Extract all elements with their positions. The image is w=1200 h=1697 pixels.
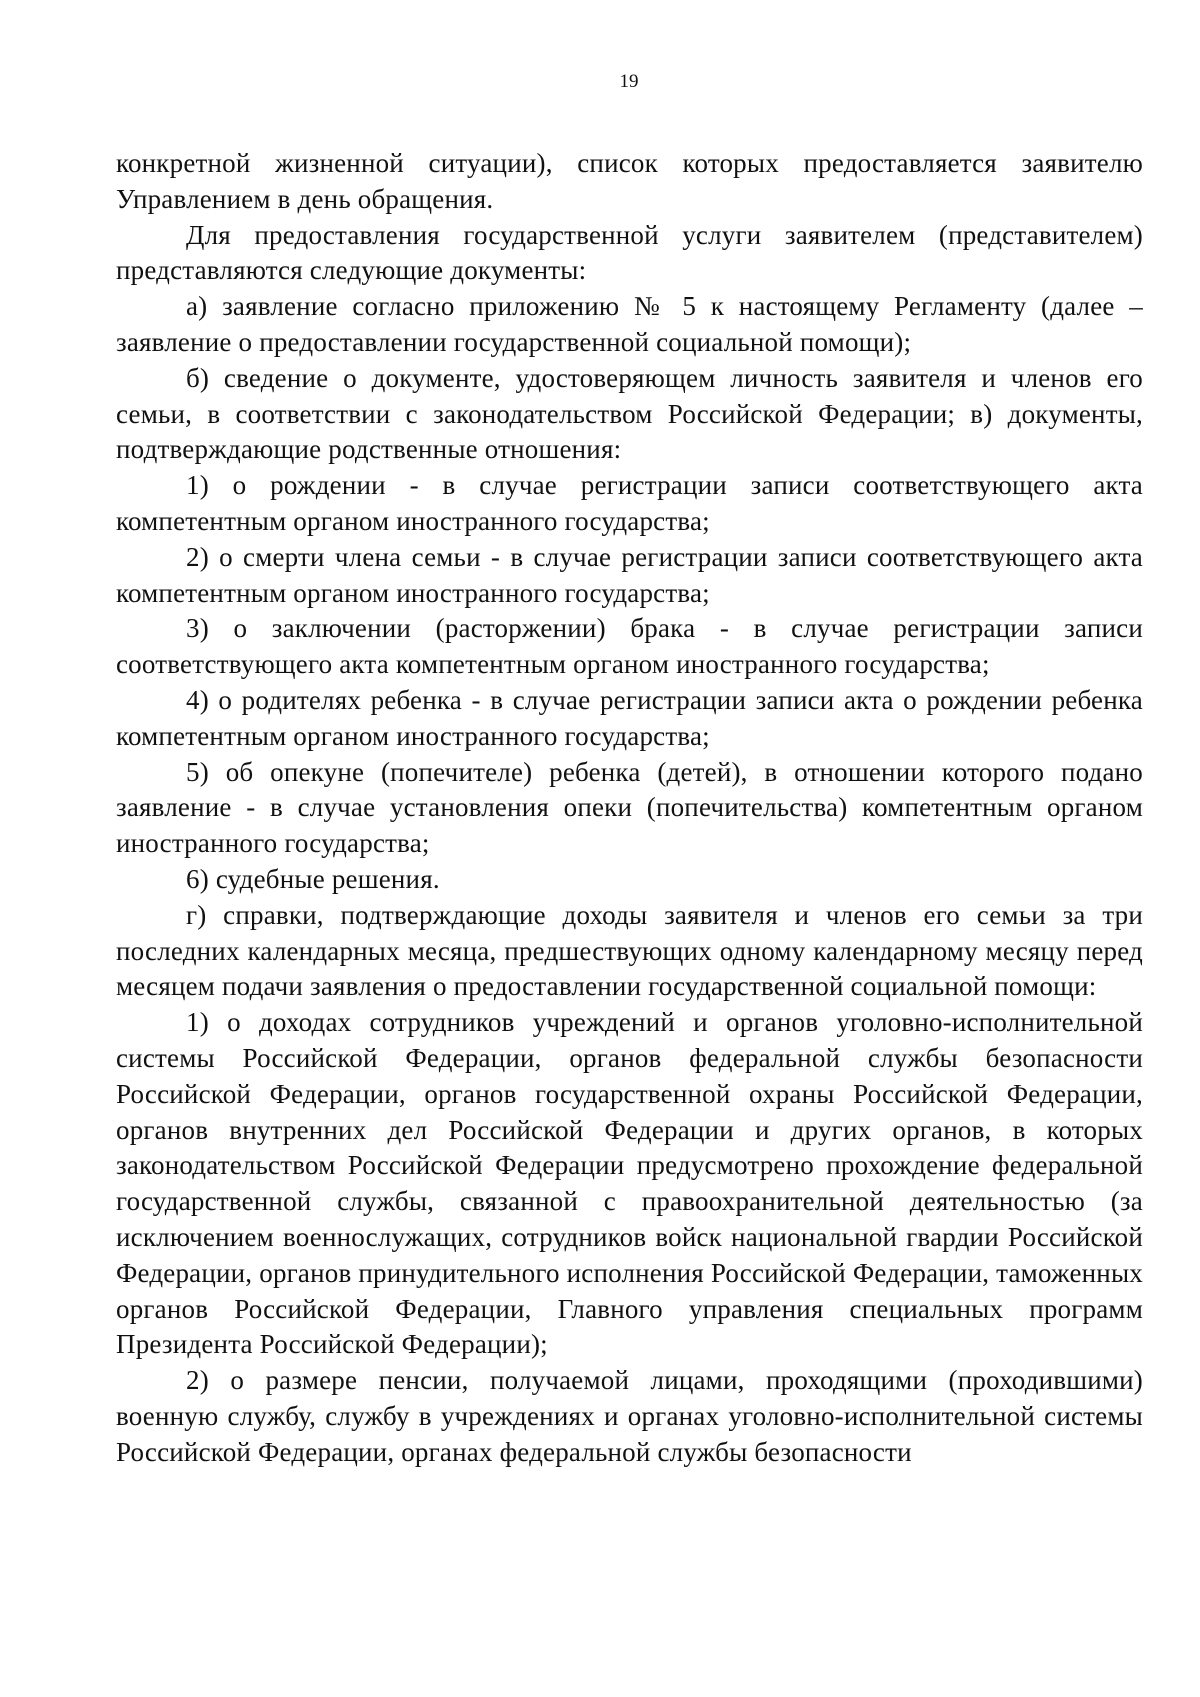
paragraph-subitem-1: 1) о рождении - в случае регистрации записи соответствующего акта компетентным органом иностранного государства; xyxy=(116,470,1143,536)
paragraph-item-b: б) сведение о документе, удостоверяющем личность заявителя и членов его семьи, в соответствии с законодательством Российской Федерации; в) документы, подтверждающие родственные отношения: xyxy=(116,362,1143,465)
paragraph-item-a: а) заявление согласно приложению № 5 к настоящему Регламенту (далее – заявление о предоставлении государственной социальной помощи); xyxy=(116,291,1143,357)
paragraph-item-g: г) справки, подтверждающие доходы заявителя и членов его семьи за три последних календарных месяца, предшествующих одному календарному месяцу перед месяцем подачи заявления о предоставлении государственной социальной помощи: xyxy=(116,899,1143,1002)
document-body xyxy=(116,146,1143,1470)
paragraph-subitem-6: 6) судебные решения. xyxy=(186,863,440,894)
paragraph-income-2: 2) о размере пенсии, получаемой лицами, проходящими (проходившими) военную службу, службу в учреждениях и органах уголовно-исполнительной системы Российской Федерации, органах федеральной службы безопасности xyxy=(116,1365,1143,1467)
paragraph-continuation: конкретной жизненной ситуации), список которых предоставляется заявителю Управлением в день обращения. xyxy=(116,148,1143,214)
page-number: 19 xyxy=(619,71,639,92)
paragraph-income-1: 1) о доходах сотрудников учреждений и органов уголовно-исполнительной системы Российской Федерации, органов федеральной службы безопасности Российской Федерации, органов государственной охраны Российской Федерации, органов внутренних дел Российской Федерации и других органов, в которых законодательством Российской Федерации предусмотрено прохождение федеральной государственной службы, связанной с правоохранительной деятельностью (за исключением военнослужащих, сотрудников войск национальной гвардии Российской Федерации, органов принудительного исполнения Российской Федерации, таможенных органов Российской Федерации, Главного управления специальных программ Президента Российской Федерации); xyxy=(116,1007,1143,1360)
paragraph-subitem-3: 3) о заключении (расторжении) брака - в случае регистрации записи соответствующего акта компетентным органом иностранного государства; xyxy=(116,613,1143,680)
paragraph-subitem-2: 2) о смерти члена семьи - в случае регистрации записи соответствующего акта компетентным органом иностранного государства; xyxy=(116,541,1143,608)
paragraph-subitem-4: 4) о родителях ребенка - в случае регистрации записи акта о рождении ребенка компетентным органом иностранного государства; xyxy=(116,684,1143,751)
paragraph-subitem-5: 5) об опекуне (попечителе) ребенка (детей), в отношении которого подано заявление - в случае установления опеки (попечительства) компетентным органом иностранного государства; xyxy=(116,756,1143,859)
paragraph-intro: Для предоставления государственной услуги заявителем (представителем) представляются следующие документы: xyxy=(116,219,1143,286)
